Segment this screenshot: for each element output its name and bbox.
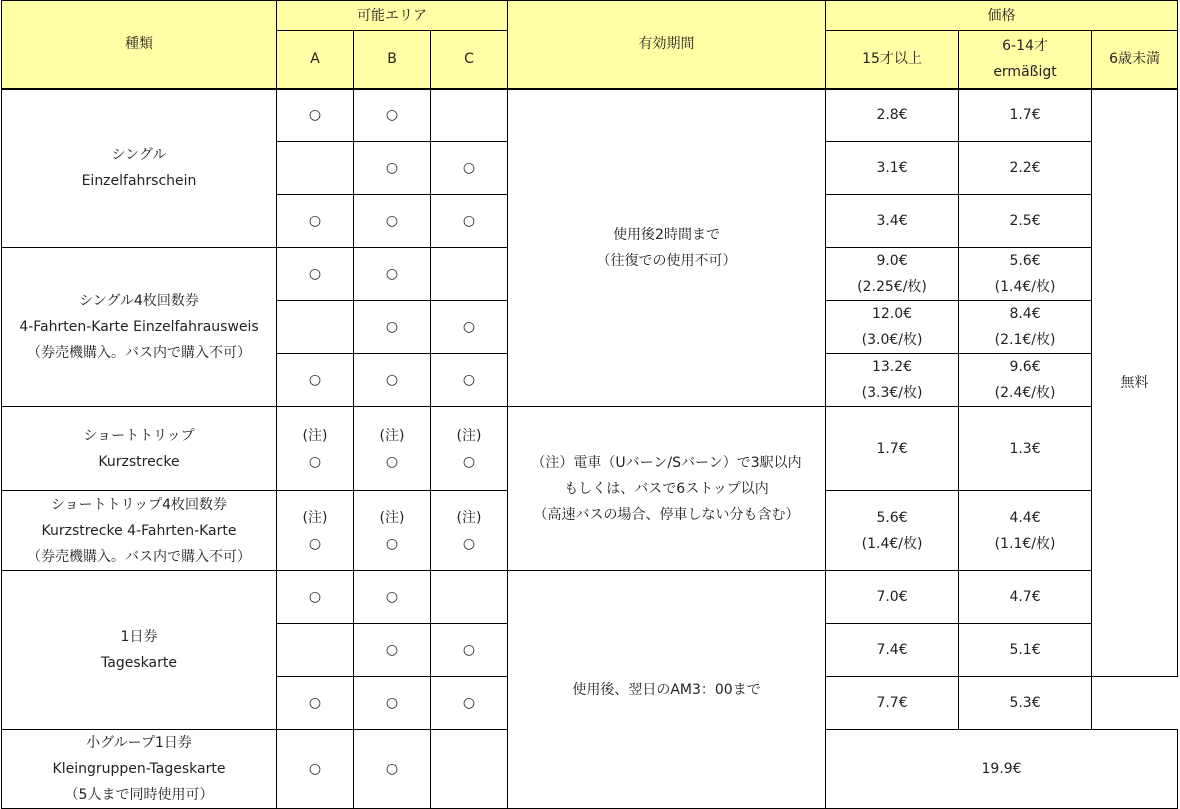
area-a-empty <box>277 624 354 677</box>
ticket-note: （券売機購入。バス内で購入不可） <box>27 345 251 361</box>
price-child <box>959 491 1092 571</box>
price-adult-per: (3.0€/枚) <box>861 332 923 348</box>
price-adult-total: 13.2€ <box>871 359 913 375</box>
area-a-mark: ○ <box>277 354 354 407</box>
note-mark: (注) <box>302 427 328 444</box>
ticket-name-de: Kleingruppen-Tageskarte <box>52 761 226 777</box>
validity-line: （注）電車（Uバーン/Sバーン）で3駅以内 <box>531 454 802 471</box>
note-mark: (注) <box>302 509 328 526</box>
header-infant: 6歳未満 <box>1092 31 1178 89</box>
area-mark: ○ <box>385 535 399 552</box>
area-mark: ○ <box>308 535 322 552</box>
ticket-name-de: 4-Fahrten-Karte Einzelfahrausweis <box>19 319 259 335</box>
area-c-mark: ○ <box>431 354 508 407</box>
area-b-mark: ○ <box>354 142 431 195</box>
validity-line: （高速バスの場合、停車しない分も含む） <box>533 506 800 523</box>
area-b-mark: ○ <box>354 195 431 248</box>
table-row <box>2 571 1178 624</box>
ticket-short-four <box>2 491 277 571</box>
header-area-b: B <box>354 31 431 89</box>
area-c-mark: ○ <box>431 624 508 677</box>
price-child: 1.3€ <box>959 407 1092 491</box>
note-mark: (注) <box>379 427 405 444</box>
price-adult: 7.7€ <box>826 677 959 730</box>
ticket-name-de: Einzelfahrschein <box>81 173 197 190</box>
price-child-total: 5.6€ <box>1009 253 1041 269</box>
price-infant-free: 無料 <box>1092 89 1178 677</box>
area-b-mark: ○ <box>354 301 431 354</box>
area-b-mark: ○ <box>354 624 431 677</box>
price-adult-total: 9.0€ <box>876 253 908 269</box>
area-c-empty <box>431 89 508 142</box>
header-type: 種類 <box>2 1 277 89</box>
area-b-mark: ○ <box>354 89 431 142</box>
area-b-note-mark <box>354 407 431 491</box>
validity-single <box>508 89 826 407</box>
header-validity: 有効期間 <box>508 1 826 89</box>
area-b-mark: ○ <box>354 677 431 730</box>
price-adult: 7.4€ <box>826 624 959 677</box>
validity-day: 使用後、翌日のAM3：00まで <box>508 571 826 809</box>
price-child-total: 4.4€ <box>1009 509 1041 526</box>
area-c-empty <box>431 248 508 301</box>
validity-line: もしくは、バスで6ストップ以内 <box>564 480 769 497</box>
area-a-note-mark <box>277 407 354 491</box>
area-c-note-mark <box>431 491 508 571</box>
area-a-empty <box>277 142 354 195</box>
header-area: 可能エリア <box>277 1 508 31</box>
price-child <box>959 248 1092 301</box>
ticket-single <box>2 89 277 248</box>
price-child <box>959 354 1092 407</box>
area-c-mark: ○ <box>431 195 508 248</box>
area-a-mark: ○ <box>277 89 354 142</box>
price-adult: 2.8€ <box>826 89 959 142</box>
price-child: 4.7€ <box>959 571 1092 624</box>
price-group: 19.9€ <box>826 730 1178 809</box>
price-adult-total: 12.0€ <box>871 306 913 322</box>
area-a-note-mark <box>277 491 354 571</box>
ticket-name-jp: 小グループ1日券 <box>86 735 192 751</box>
area-a-mark: ○ <box>277 730 354 809</box>
price-adult: 7.0€ <box>826 571 959 624</box>
validity-line: 使用後2時間まで <box>613 226 720 243</box>
area-b-mark: ○ <box>354 354 431 407</box>
area-b-mark: ○ <box>354 571 431 624</box>
ticket-day <box>2 571 277 730</box>
area-b-note-mark <box>354 491 431 571</box>
price-child-per: (1.1€/枚) <box>994 535 1056 552</box>
header-area-a: A <box>277 31 354 89</box>
area-a-mark: ○ <box>277 195 354 248</box>
price-child-per: (1.4€/枚) <box>994 279 1056 295</box>
price-child-total: 9.6€ <box>1009 359 1041 375</box>
area-c-empty <box>431 571 508 624</box>
ticket-four-trip <box>2 248 277 407</box>
price-adult-per: (3.3€/枚) <box>861 385 923 401</box>
price-child: 5.3€ <box>959 677 1092 730</box>
price-adult: 3.1€ <box>826 142 959 195</box>
area-mark: ○ <box>462 535 476 552</box>
ticket-group <box>2 730 277 809</box>
ticket-name-de: Tageskarte <box>101 655 177 671</box>
price-adult-per: (2.25€/枚) <box>857 279 927 295</box>
price-adult <box>826 491 959 571</box>
price-child: 5.1€ <box>959 624 1092 677</box>
price-adult-total: 5.6€ <box>876 509 908 526</box>
table-row <box>2 407 1178 491</box>
header-child <box>959 31 1092 89</box>
note-mark: (注) <box>456 427 482 444</box>
price-child: 2.2€ <box>959 142 1092 195</box>
price-adult-per: (1.4€/枚) <box>861 535 923 552</box>
price-adult <box>826 354 959 407</box>
price-adult: 1.7€ <box>826 407 959 491</box>
ticket-name-jp: 1日券 <box>120 629 158 645</box>
ticket-name-jp: シングル <box>111 147 167 164</box>
ticket-name-jp: ショートトリップ4枚回数券 <box>50 496 228 513</box>
price-child-total: 8.4€ <box>1009 306 1041 322</box>
header-child-age: 6-14才 <box>1002 38 1048 55</box>
price-child-per: (2.4€/枚) <box>994 385 1056 401</box>
price-adult <box>826 301 959 354</box>
ticket-name-de: Kurzstrecke 4-Fahrten-Karte <box>41 522 237 539</box>
price-adult: 3.4€ <box>826 195 959 248</box>
price-child: 2.5€ <box>959 195 1092 248</box>
area-a-mark: ○ <box>277 248 354 301</box>
ticket-name-jp: シングル4枚回数券 <box>79 293 199 309</box>
area-mark: ○ <box>462 453 476 470</box>
note-mark: (注) <box>456 509 482 526</box>
header-price: 価格 <box>826 1 1178 31</box>
table-row <box>2 89 1178 142</box>
validity-line: （往復での使用不可） <box>596 252 737 269</box>
price-child <box>959 301 1092 354</box>
ticket-name-de: Kurzstrecke <box>98 453 180 470</box>
header-area-c: C <box>431 31 508 89</box>
area-c-empty <box>431 730 508 809</box>
area-c-note-mark <box>431 407 508 491</box>
area-mark: ○ <box>308 453 322 470</box>
price-child-per: (2.1€/枚) <box>994 332 1056 348</box>
header-child-label: ermäßigt <box>993 64 1057 81</box>
fare-table <box>1 0 1178 809</box>
header-adult: 15才以上 <box>826 31 959 89</box>
ticket-short <box>2 407 277 491</box>
area-c-mark: ○ <box>431 142 508 195</box>
ticket-note: （5人まで同時使用可） <box>64 787 214 803</box>
ticket-note: （券売機購入。バス内で購入不可） <box>27 548 251 565</box>
area-a-mark: ○ <box>277 571 354 624</box>
ticket-name-jp: ショートトリップ <box>83 427 195 444</box>
area-b-mark: ○ <box>354 248 431 301</box>
area-c-mark: ○ <box>431 677 508 730</box>
note-mark: (注) <box>379 509 405 526</box>
area-b-mark: ○ <box>354 730 431 809</box>
area-mark: ○ <box>385 453 399 470</box>
area-c-mark: ○ <box>431 301 508 354</box>
price-adult <box>826 248 959 301</box>
area-a-mark: ○ <box>277 677 354 730</box>
validity-short <box>508 407 826 571</box>
price-child: 1.7€ <box>959 89 1092 142</box>
area-a-empty <box>277 301 354 354</box>
